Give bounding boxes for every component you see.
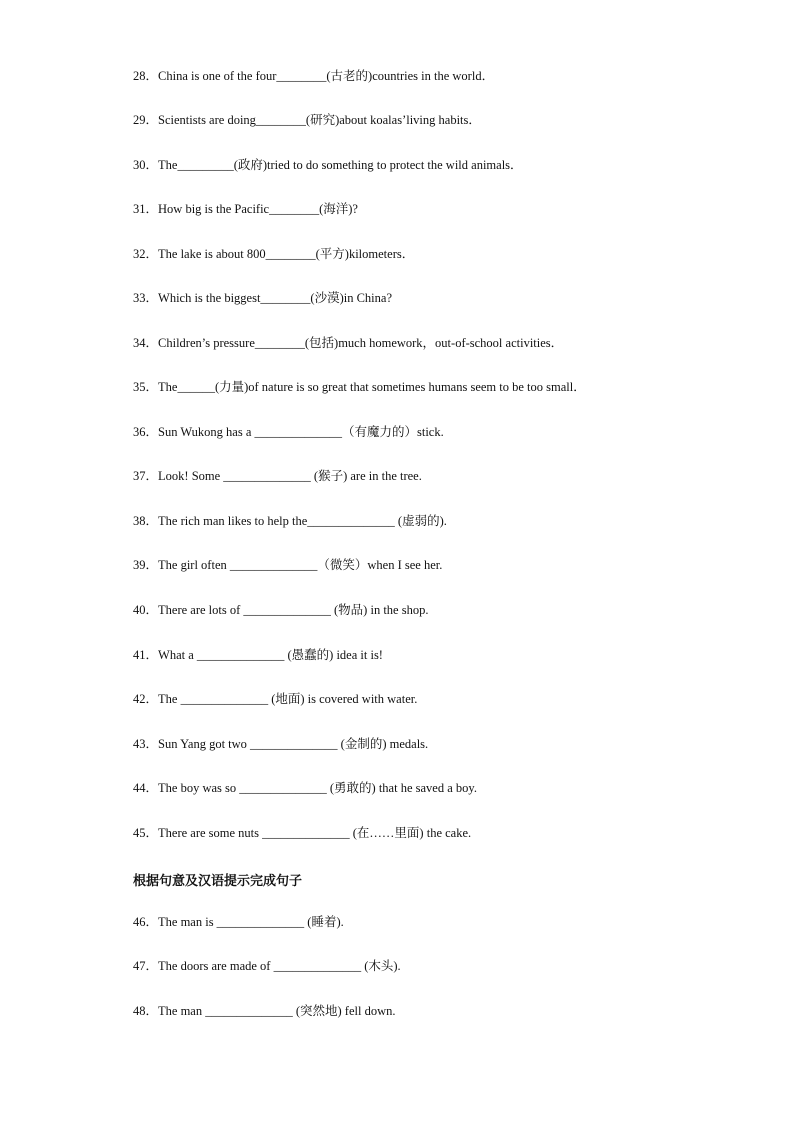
question-37 <box>133 468 422 484</box>
question-35 <box>133 379 586 395</box>
question-number: 48． <box>133 1004 159 1018</box>
question-number: 39． <box>133 558 159 572</box>
question-number: 34． <box>133 336 159 350</box>
question-text: The doors are made of ______________ (木头). <box>158 959 401 973</box>
question-number: 42． <box>133 692 159 706</box>
question-47 <box>133 958 401 974</box>
question-text: The rich man likes to help the______________ (虚弱的). <box>158 514 447 528</box>
question-number: 28． <box>133 69 159 83</box>
question-number: 38． <box>133 514 159 528</box>
question-number: 31． <box>133 202 159 216</box>
question-number: 30． <box>133 158 159 172</box>
question-text: The lake is about 800________(平方)kilometers． <box>158 247 415 261</box>
question-43 <box>133 736 428 752</box>
question-31 <box>133 201 358 217</box>
question-text: The man ______________ (突然地) fell down. <box>158 1004 396 1018</box>
question-44 <box>133 780 477 796</box>
question-number: 33． <box>133 291 159 305</box>
question-39 <box>133 557 442 573</box>
question-29 <box>133 112 481 128</box>
question-text: Look! Some ______________ (猴子) are in the tree. <box>158 469 422 483</box>
question-number: 37． <box>133 469 159 483</box>
question-42 <box>133 691 417 707</box>
question-46 <box>133 914 344 930</box>
question-number: 44． <box>133 781 159 795</box>
question-text: Sun Yang got two ______________ (金制的) medals. <box>158 737 429 751</box>
question-number: 47． <box>133 959 159 973</box>
question-number: 45． <box>133 826 159 840</box>
question-30 <box>133 157 523 173</box>
question-number: 43． <box>133 737 159 751</box>
question-number: 46． <box>133 915 159 929</box>
question-text: The girl often ______________（微笑）when I see her. <box>158 558 443 572</box>
question-number: 29． <box>133 113 159 127</box>
question-text: China is one of the four________(古老的)countries in the world． <box>158 69 495 83</box>
question-45 <box>133 825 471 841</box>
question-number: 41． <box>133 648 159 662</box>
question-text: The_________(政府)tried to do something to protect the wild animals． <box>158 158 523 172</box>
question-33 <box>133 290 392 306</box>
question-text: How big is the Pacific________(海洋)? <box>158 202 358 216</box>
question-34 <box>133 335 563 351</box>
question-number: 40． <box>133 603 159 617</box>
question-number: 32． <box>133 247 159 261</box>
question-text: Which is the biggest________(沙漠)in China? <box>158 291 393 305</box>
section-heading: 根据句意及汉语提示完成句子 <box>133 874 303 889</box>
question-text: Sun Wukong has a ______________（有魔力的）stick. <box>158 425 444 439</box>
question-40 <box>133 602 428 618</box>
question-text: Scientists are doing________(研究)about koalas’living habits． <box>158 113 481 127</box>
question-text: What a ______________ (愚蠢的) idea it is! <box>158 648 383 662</box>
question-41 <box>133 647 383 663</box>
question-38 <box>133 513 447 529</box>
question-number: 35． <box>133 380 159 394</box>
question-text: There are some nuts ______________ (在……里面) the cake. <box>158 826 472 840</box>
question-text: The______(力量)of nature is so great that sometimes humans seem to be too small． <box>158 380 586 394</box>
question-28 <box>133 68 494 84</box>
question-number: 36． <box>133 425 159 439</box>
question-32 <box>133 246 414 262</box>
question-text: The boy was so ______________ (勇敢的) that he saved a boy. <box>158 781 477 795</box>
question-36 <box>133 424 444 440</box>
question-text: Children’s pressure________(包括)much homework，out-of-school activities． <box>158 336 564 350</box>
question-text: There are lots of ______________ (物品) in the shop. <box>158 603 429 617</box>
question-48 <box>133 1003 395 1019</box>
question-text: The ______________ (地面) is covered with water. <box>158 692 418 706</box>
question-text: The man is ______________ (睡着). <box>158 915 344 929</box>
